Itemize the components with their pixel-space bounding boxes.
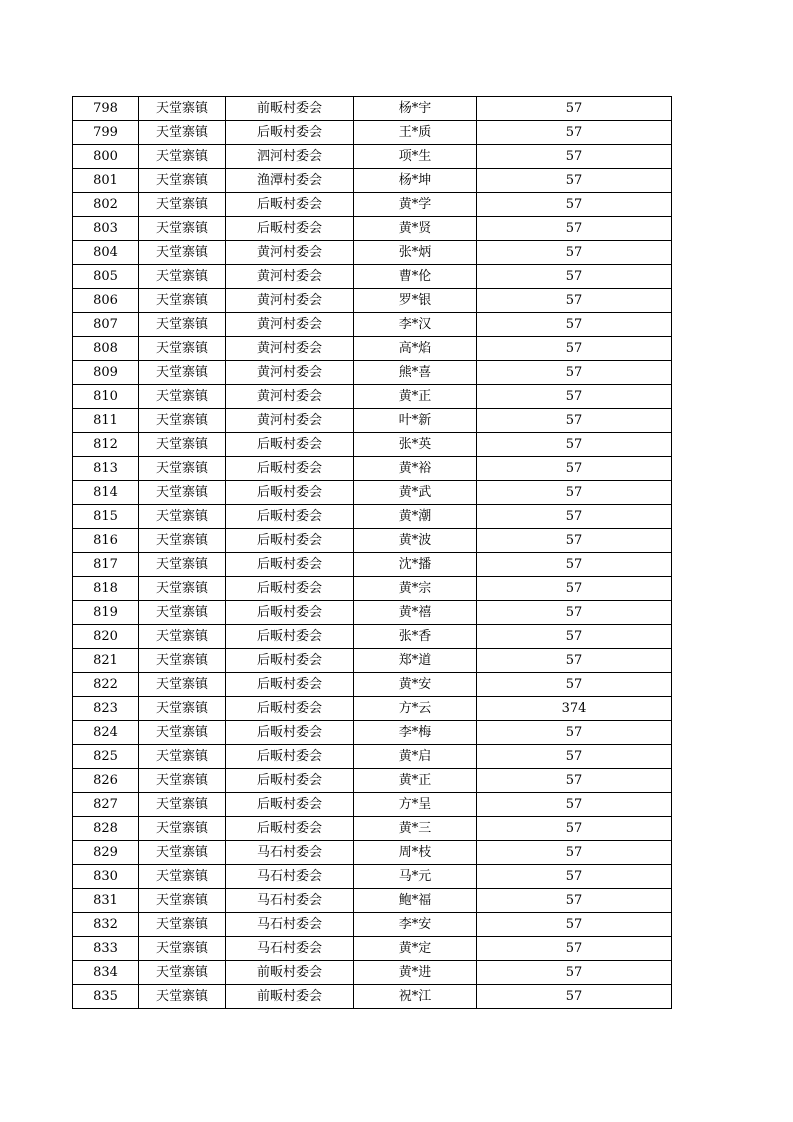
table-row <box>73 697 672 721</box>
town-cell: 天堂寨镇 <box>139 961 226 985</box>
table-row <box>73 241 672 265</box>
name-cell: 方*呈 <box>354 793 477 817</box>
name-cell: 杨*宇 <box>354 97 477 121</box>
name-cell: 李*梅 <box>354 721 477 745</box>
village-committee-cell: 后畈村委会 <box>226 721 354 745</box>
village-committee-cell: 后畈村委会 <box>226 457 354 481</box>
name-cell: 黄*三 <box>354 817 477 841</box>
table-row <box>73 889 672 913</box>
village-committee-cell: 后畈村委会 <box>226 601 354 625</box>
table-row <box>73 673 672 697</box>
row-number-cell: 798 <box>73 97 139 121</box>
amount-cell: 57 <box>477 817 672 841</box>
name-cell: 张*英 <box>354 433 477 457</box>
village-committee-cell: 黄河村委会 <box>226 289 354 313</box>
name-cell: 黄*定 <box>354 937 477 961</box>
table-row <box>73 937 672 961</box>
row-number-cell: 831 <box>73 889 139 913</box>
name-cell: 黄*启 <box>354 745 477 769</box>
village-committee-cell: 黄河村委会 <box>226 409 354 433</box>
row-number-cell: 823 <box>73 697 139 721</box>
table-row <box>73 553 672 577</box>
row-number-cell: 825 <box>73 745 139 769</box>
record-table-body <box>73 97 672 1009</box>
amount-cell: 57 <box>477 433 672 457</box>
amount-cell: 57 <box>477 577 672 601</box>
name-cell: 周*枝 <box>354 841 477 865</box>
village-committee-cell: 黄河村委会 <box>226 337 354 361</box>
row-number-cell: 806 <box>73 289 139 313</box>
row-number-cell: 814 <box>73 481 139 505</box>
table-row <box>73 217 672 241</box>
table-row <box>73 97 672 121</box>
row-number-cell: 824 <box>73 721 139 745</box>
town-cell: 天堂寨镇 <box>139 865 226 889</box>
village-committee-cell: 黄河村委会 <box>226 265 354 289</box>
town-cell: 天堂寨镇 <box>139 481 226 505</box>
amount-cell: 57 <box>477 481 672 505</box>
row-number-cell: 832 <box>73 913 139 937</box>
table-row <box>73 193 672 217</box>
table-row <box>73 361 672 385</box>
name-cell: 祝*江 <box>354 985 477 1009</box>
name-cell: 熊*喜 <box>354 361 477 385</box>
village-committee-cell: 后畈村委会 <box>226 481 354 505</box>
name-cell: 叶*新 <box>354 409 477 433</box>
village-committee-cell: 泗河村委会 <box>226 145 354 169</box>
name-cell: 黄*宗 <box>354 577 477 601</box>
name-cell: 郑*道 <box>354 649 477 673</box>
table-row <box>73 169 672 193</box>
village-committee-cell: 后畈村委会 <box>226 745 354 769</box>
amount-cell: 57 <box>477 241 672 265</box>
amount-cell: 57 <box>477 793 672 817</box>
town-cell: 天堂寨镇 <box>139 169 226 193</box>
row-number-cell: 807 <box>73 313 139 337</box>
village-committee-cell: 后畈村委会 <box>226 121 354 145</box>
table-row <box>73 313 672 337</box>
table-row <box>73 601 672 625</box>
row-number-cell: 826 <box>73 769 139 793</box>
table-row <box>73 769 672 793</box>
name-cell: 张*香 <box>354 625 477 649</box>
amount-cell: 57 <box>477 961 672 985</box>
village-committee-cell: 后畈村委会 <box>226 793 354 817</box>
town-cell: 天堂寨镇 <box>139 97 226 121</box>
amount-cell: 57 <box>477 745 672 769</box>
row-number-cell: 830 <box>73 865 139 889</box>
town-cell: 天堂寨镇 <box>139 673 226 697</box>
town-cell: 天堂寨镇 <box>139 409 226 433</box>
town-cell: 天堂寨镇 <box>139 433 226 457</box>
name-cell: 王*质 <box>354 121 477 145</box>
amount-cell: 57 <box>477 289 672 313</box>
village-committee-cell: 马石村委会 <box>226 865 354 889</box>
village-committee-cell: 后畈村委会 <box>226 553 354 577</box>
table-row <box>73 913 672 937</box>
name-cell: 张*炳 <box>354 241 477 265</box>
name-cell: 方*云 <box>354 697 477 721</box>
village-committee-cell: 后畈村委会 <box>226 649 354 673</box>
row-number-cell: 835 <box>73 985 139 1009</box>
village-committee-cell: 前畈村委会 <box>226 961 354 985</box>
name-cell: 黄*禧 <box>354 601 477 625</box>
table-row <box>73 337 672 361</box>
name-cell: 黄*波 <box>354 529 477 553</box>
row-number-cell: 817 <box>73 553 139 577</box>
amount-cell: 57 <box>477 625 672 649</box>
table-row <box>73 289 672 313</box>
village-committee-cell: 后畈村委会 <box>226 505 354 529</box>
town-cell: 天堂寨镇 <box>139 649 226 673</box>
town-cell: 天堂寨镇 <box>139 145 226 169</box>
amount-cell: 57 <box>477 937 672 961</box>
town-cell: 天堂寨镇 <box>139 265 226 289</box>
name-cell: 李*安 <box>354 913 477 937</box>
town-cell: 天堂寨镇 <box>139 217 226 241</box>
amount-cell: 57 <box>477 385 672 409</box>
table-row <box>73 265 672 289</box>
name-cell: 高*焰 <box>354 337 477 361</box>
table-row <box>73 385 672 409</box>
town-cell: 天堂寨镇 <box>139 553 226 577</box>
town-cell: 天堂寨镇 <box>139 745 226 769</box>
amount-cell: 57 <box>477 313 672 337</box>
town-cell: 天堂寨镇 <box>139 457 226 481</box>
village-committee-cell: 后畈村委会 <box>226 529 354 553</box>
village-committee-cell: 后畈村委会 <box>226 217 354 241</box>
row-number-cell: 821 <box>73 649 139 673</box>
town-cell: 天堂寨镇 <box>139 817 226 841</box>
amount-cell: 57 <box>477 265 672 289</box>
row-number-cell: 834 <box>73 961 139 985</box>
row-number-cell: 800 <box>73 145 139 169</box>
table-row <box>73 457 672 481</box>
amount-cell: 57 <box>477 649 672 673</box>
amount-cell: 57 <box>477 913 672 937</box>
village-committee-cell: 后畈村委会 <box>226 697 354 721</box>
amount-cell: 57 <box>477 361 672 385</box>
village-committee-cell: 黄河村委会 <box>226 361 354 385</box>
town-cell: 天堂寨镇 <box>139 193 226 217</box>
table-row <box>73 145 672 169</box>
row-number-cell: 804 <box>73 241 139 265</box>
row-number-cell: 801 <box>73 169 139 193</box>
row-number-cell: 812 <box>73 433 139 457</box>
name-cell: 黄*潮 <box>354 505 477 529</box>
record-table-container <box>72 96 672 1009</box>
amount-cell: 57 <box>477 97 672 121</box>
village-committee-cell: 后畈村委会 <box>226 673 354 697</box>
name-cell: 罗*银 <box>354 289 477 313</box>
amount-cell: 57 <box>477 553 672 577</box>
amount-cell: 57 <box>477 217 672 241</box>
record-table <box>72 96 672 1009</box>
row-number-cell: 809 <box>73 361 139 385</box>
row-number-cell: 813 <box>73 457 139 481</box>
table-row <box>73 793 672 817</box>
village-committee-cell: 渔潭村委会 <box>226 169 354 193</box>
town-cell: 天堂寨镇 <box>139 121 226 145</box>
amount-cell: 57 <box>477 409 672 433</box>
amount-cell: 57 <box>477 529 672 553</box>
town-cell: 天堂寨镇 <box>139 625 226 649</box>
table-row <box>73 817 672 841</box>
village-committee-cell: 后畈村委会 <box>226 433 354 457</box>
amount-cell: 57 <box>477 169 672 193</box>
town-cell: 天堂寨镇 <box>139 769 226 793</box>
town-cell: 天堂寨镇 <box>139 577 226 601</box>
table-row <box>73 985 672 1009</box>
table-row <box>73 505 672 529</box>
village-committee-cell: 后畈村委会 <box>226 193 354 217</box>
town-cell: 天堂寨镇 <box>139 721 226 745</box>
table-row <box>73 577 672 601</box>
amount-cell: 57 <box>477 841 672 865</box>
town-cell: 天堂寨镇 <box>139 529 226 553</box>
row-number-cell: 828 <box>73 817 139 841</box>
row-number-cell: 803 <box>73 217 139 241</box>
row-number-cell: 820 <box>73 625 139 649</box>
town-cell: 天堂寨镇 <box>139 985 226 1009</box>
name-cell: 黄*武 <box>354 481 477 505</box>
village-committee-cell: 后畈村委会 <box>226 577 354 601</box>
row-number-cell: 816 <box>73 529 139 553</box>
name-cell: 黄*进 <box>354 961 477 985</box>
amount-cell: 57 <box>477 673 672 697</box>
village-committee-cell: 后畈村委会 <box>226 625 354 649</box>
row-number-cell: 802 <box>73 193 139 217</box>
village-committee-cell: 马石村委会 <box>226 841 354 865</box>
name-cell: 黄*学 <box>354 193 477 217</box>
amount-cell: 57 <box>477 985 672 1009</box>
amount-cell: 374 <box>477 697 672 721</box>
name-cell: 曹*伦 <box>354 265 477 289</box>
name-cell: 杨*坤 <box>354 169 477 193</box>
table-row <box>73 433 672 457</box>
row-number-cell: 811 <box>73 409 139 433</box>
table-row <box>73 409 672 433</box>
name-cell: 项*生 <box>354 145 477 169</box>
town-cell: 天堂寨镇 <box>139 889 226 913</box>
village-committee-cell: 后畈村委会 <box>226 769 354 793</box>
town-cell: 天堂寨镇 <box>139 385 226 409</box>
village-committee-cell: 马石村委会 <box>226 937 354 961</box>
village-committee-cell: 黄河村委会 <box>226 313 354 337</box>
row-number-cell: 808 <box>73 337 139 361</box>
village-committee-cell: 前畈村委会 <box>226 97 354 121</box>
town-cell: 天堂寨镇 <box>139 289 226 313</box>
row-number-cell: 818 <box>73 577 139 601</box>
town-cell: 天堂寨镇 <box>139 697 226 721</box>
row-number-cell: 810 <box>73 385 139 409</box>
row-number-cell: 827 <box>73 793 139 817</box>
village-committee-cell: 后畈村委会 <box>226 817 354 841</box>
village-committee-cell: 黄河村委会 <box>226 385 354 409</box>
row-number-cell: 819 <box>73 601 139 625</box>
town-cell: 天堂寨镇 <box>139 241 226 265</box>
amount-cell: 57 <box>477 337 672 361</box>
amount-cell: 57 <box>477 121 672 145</box>
name-cell: 黄*正 <box>354 385 477 409</box>
amount-cell: 57 <box>477 457 672 481</box>
village-committee-cell: 前畈村委会 <box>226 985 354 1009</box>
village-committee-cell: 马石村委会 <box>226 913 354 937</box>
town-cell: 天堂寨镇 <box>139 505 226 529</box>
amount-cell: 57 <box>477 865 672 889</box>
town-cell: 天堂寨镇 <box>139 913 226 937</box>
table-row <box>73 721 672 745</box>
table-row <box>73 841 672 865</box>
table-row <box>73 961 672 985</box>
row-number-cell: 799 <box>73 121 139 145</box>
town-cell: 天堂寨镇 <box>139 937 226 961</box>
village-committee-cell: 马石村委会 <box>226 889 354 913</box>
name-cell: 沈*播 <box>354 553 477 577</box>
table-row <box>73 625 672 649</box>
row-number-cell: 833 <box>73 937 139 961</box>
name-cell: 黄*安 <box>354 673 477 697</box>
amount-cell: 57 <box>477 889 672 913</box>
table-row <box>73 481 672 505</box>
name-cell: 黄*裕 <box>354 457 477 481</box>
name-cell: 马*元 <box>354 865 477 889</box>
row-number-cell: 815 <box>73 505 139 529</box>
town-cell: 天堂寨镇 <box>139 841 226 865</box>
amount-cell: 57 <box>477 721 672 745</box>
amount-cell: 57 <box>477 601 672 625</box>
town-cell: 天堂寨镇 <box>139 337 226 361</box>
town-cell: 天堂寨镇 <box>139 601 226 625</box>
amount-cell: 57 <box>477 769 672 793</box>
row-number-cell: 822 <box>73 673 139 697</box>
town-cell: 天堂寨镇 <box>139 361 226 385</box>
amount-cell: 57 <box>477 193 672 217</box>
village-committee-cell: 黄河村委会 <box>226 241 354 265</box>
name-cell: 鲍*福 <box>354 889 477 913</box>
table-row <box>73 121 672 145</box>
amount-cell: 57 <box>477 505 672 529</box>
table-row <box>73 745 672 769</box>
name-cell: 黄*正 <box>354 769 477 793</box>
table-row <box>73 865 672 889</box>
table-row <box>73 649 672 673</box>
row-number-cell: 829 <box>73 841 139 865</box>
amount-cell: 57 <box>477 145 672 169</box>
town-cell: 天堂寨镇 <box>139 793 226 817</box>
row-number-cell: 805 <box>73 265 139 289</box>
name-cell: 李*汉 <box>354 313 477 337</box>
name-cell: 黄*贤 <box>354 217 477 241</box>
town-cell: 天堂寨镇 <box>139 313 226 337</box>
table-row <box>73 529 672 553</box>
